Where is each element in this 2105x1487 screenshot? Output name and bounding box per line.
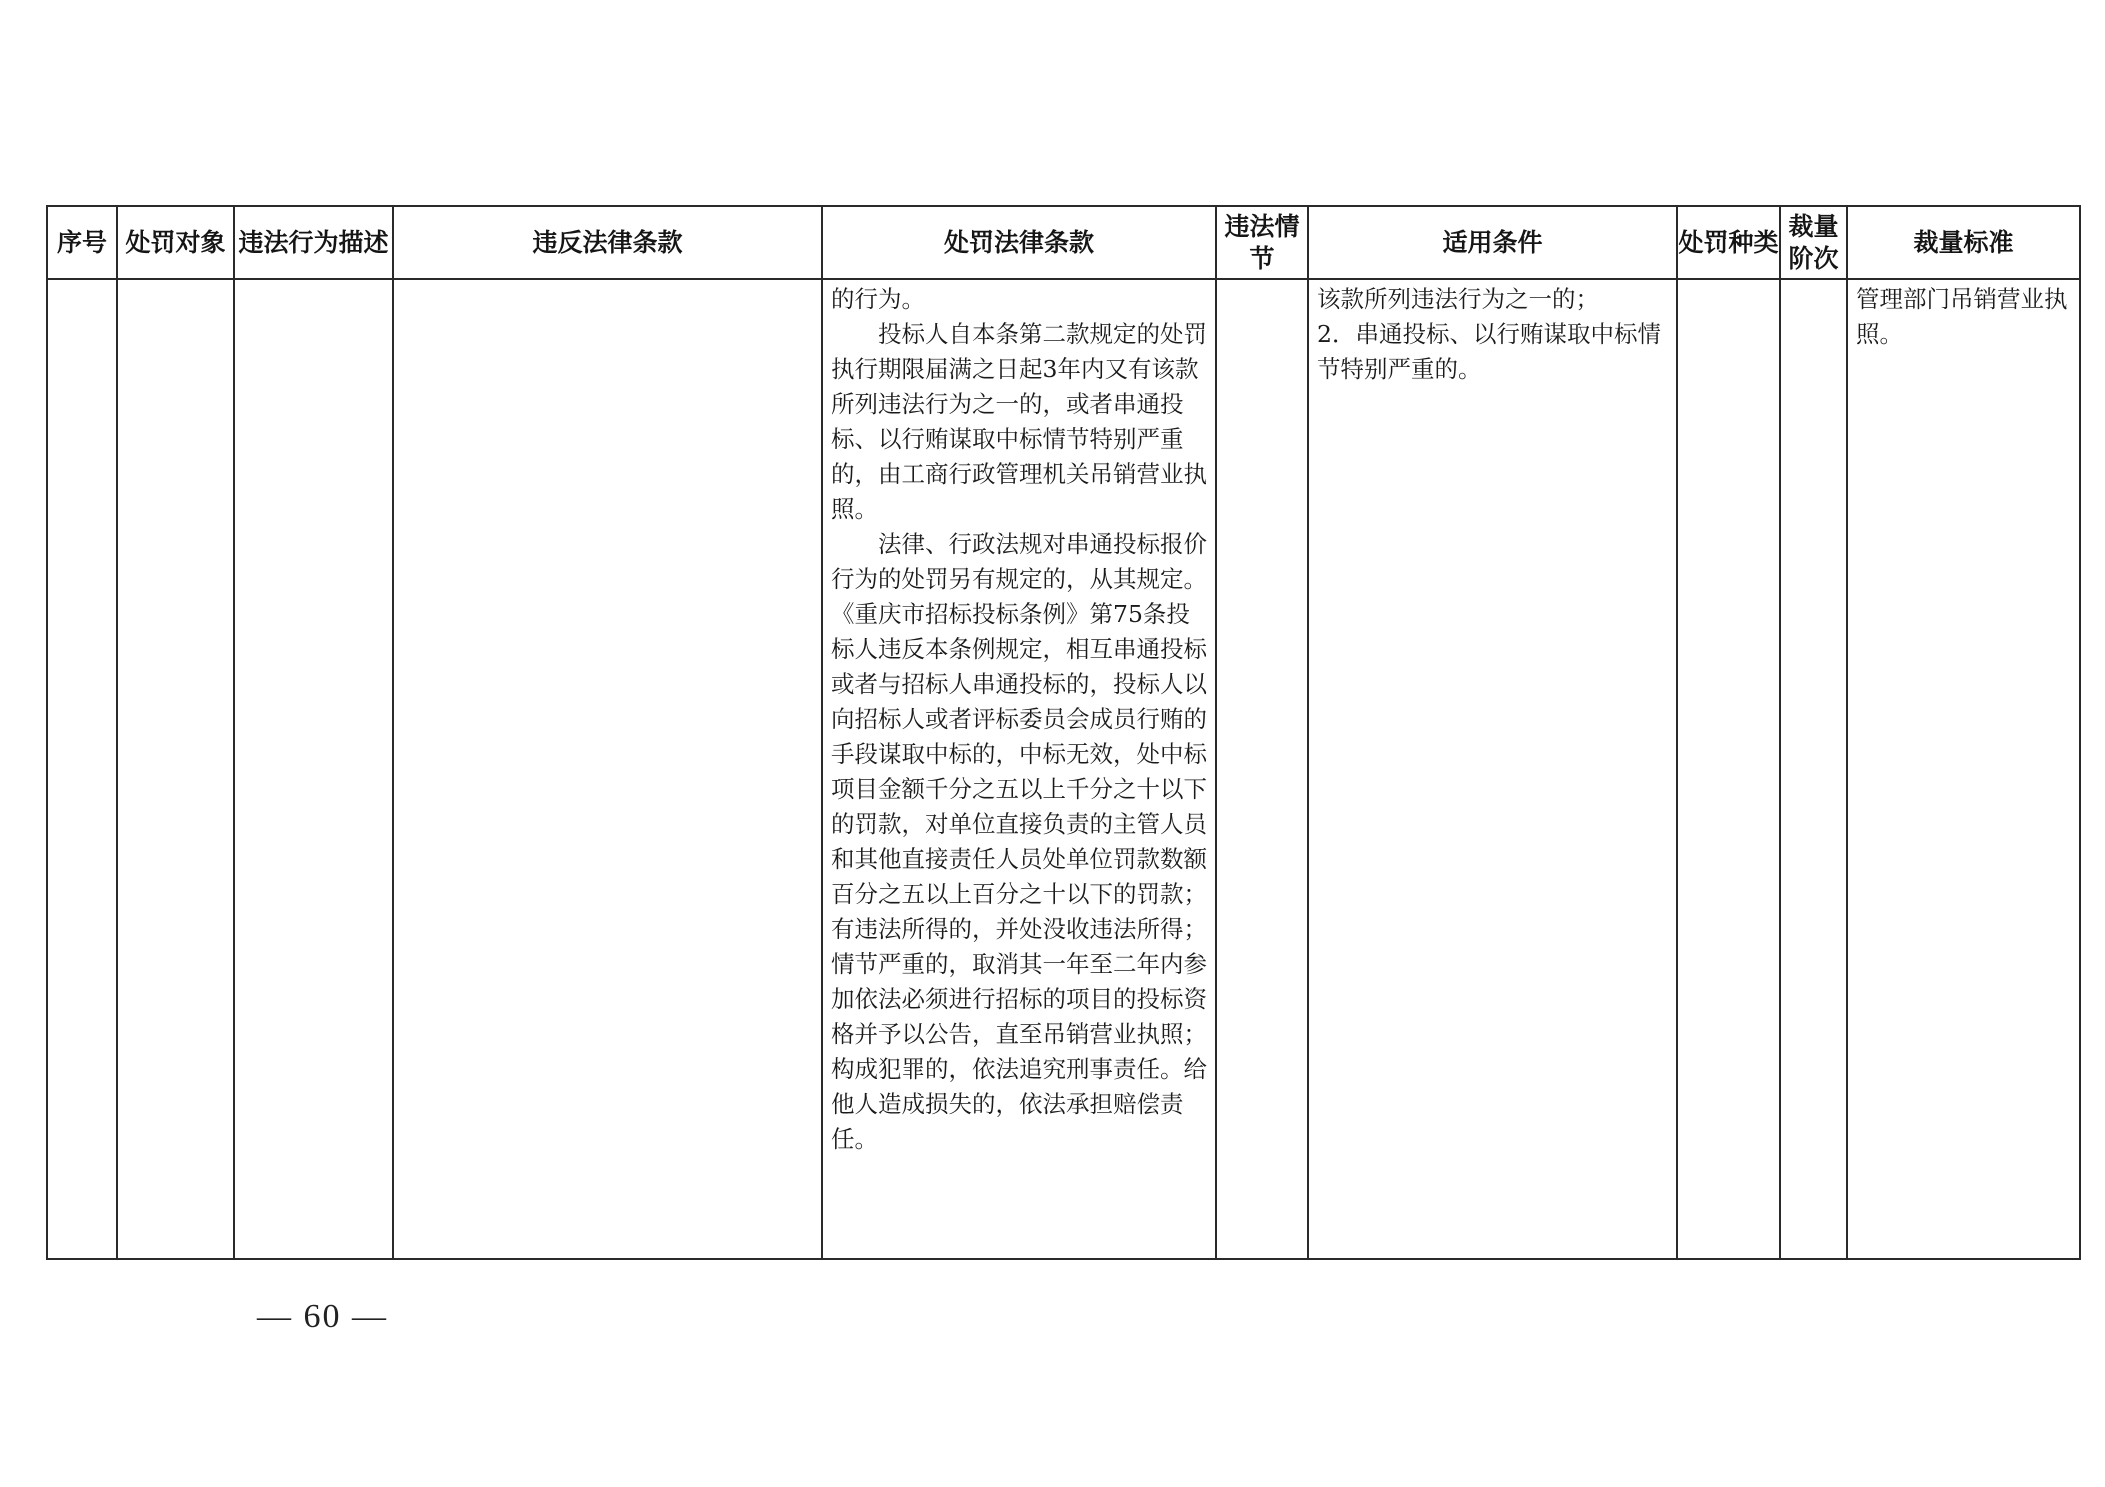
page-number: — 60 —: [257, 1298, 388, 1335]
cell-penalty-type: [1677, 279, 1780, 1259]
cell-penalty-target: [117, 279, 234, 1259]
penalty-discretion-table: [46, 205, 2081, 1260]
header-applicable-condition: 适用条件: [1308, 206, 1677, 279]
penalty-law-text: [823, 280, 1215, 1157]
header-penalty-target: 处罚对象: [117, 206, 234, 279]
condition-text: [1309, 280, 1676, 387]
condition-paragraph: 2．串通投标、以行贿谋取中标情节特别严重的。: [1317, 320, 1661, 383]
cell-discretion-level: [1780, 279, 1847, 1259]
header-seq: 序号: [47, 206, 117, 279]
header-violation-circumstance: 违法情节: [1216, 206, 1308, 279]
penalty-law-paragraph: 法律、行政法规对串通投标报价行为的处罚另有规定的，从其规定。: [831, 530, 1207, 593]
penalty-law-paragraph: 的行为。: [831, 285, 925, 313]
table-row: [47, 279, 2080, 1259]
header-discretion-standard: 裁量标准: [1847, 206, 2080, 279]
standard-text: 管理部门吊销营业执照。: [1856, 285, 2068, 348]
header-penalty-type: 处罚种类: [1677, 206, 1780, 279]
penalty-law-paragraph: 《重庆市招标投标条例》第75条投标人违反本条例规定，相互串通投标或者与招标人串通投标的，投标人以向招标人或者评标委员会成员行贿的手段谋取中标的，中标无效，处中标项目金额千分之五以上千分之十以下的罚款，对单位直接负责的主管人员和其他直接责任人员处单位罚款数额百分之五以上百分之十以下的罚款；有违法所得的，并处没收违法所得；情节严重的，取消其一年至二年内参加依法必须进行招标的项目的投标资格并予以公告，直至吊销营业执照；构成犯罪的，依法追究刑事责任。给他人造成损失的，依法承担赔偿责任。: [831, 600, 1207, 1153]
cell-violation-circumstance: [1216, 279, 1308, 1259]
header-violation-description: 违法行为描述: [234, 206, 393, 279]
cell-discretion-standard: [1847, 279, 2080, 1259]
header-discretion-level: 裁量阶次: [1780, 206, 1847, 279]
header-penalty-law-clause: 处罚法律条款: [822, 206, 1216, 279]
cell-seq: [47, 279, 117, 1259]
cell-penalty-law-clause: [822, 279, 1216, 1259]
penalty-law-paragraph: 投标人自本条第二款规定的处罚执行期限届满之日起3年内又有该款所列违法行为之一的，或者串通投标、以行贿谋取中标情节特别严重的，由工商行政管理机关吊销营业执照。: [831, 320, 1207, 523]
header-violated-law-clause: 违反法律条款: [393, 206, 822, 279]
cell-violated-law-clause: [393, 279, 822, 1259]
cell-applicable-condition: [1308, 279, 1677, 1259]
cell-violation-description: [234, 279, 393, 1259]
condition-paragraph: 该款所列违法行为之一的；: [1317, 285, 1599, 313]
header-row: [47, 206, 2080, 279]
